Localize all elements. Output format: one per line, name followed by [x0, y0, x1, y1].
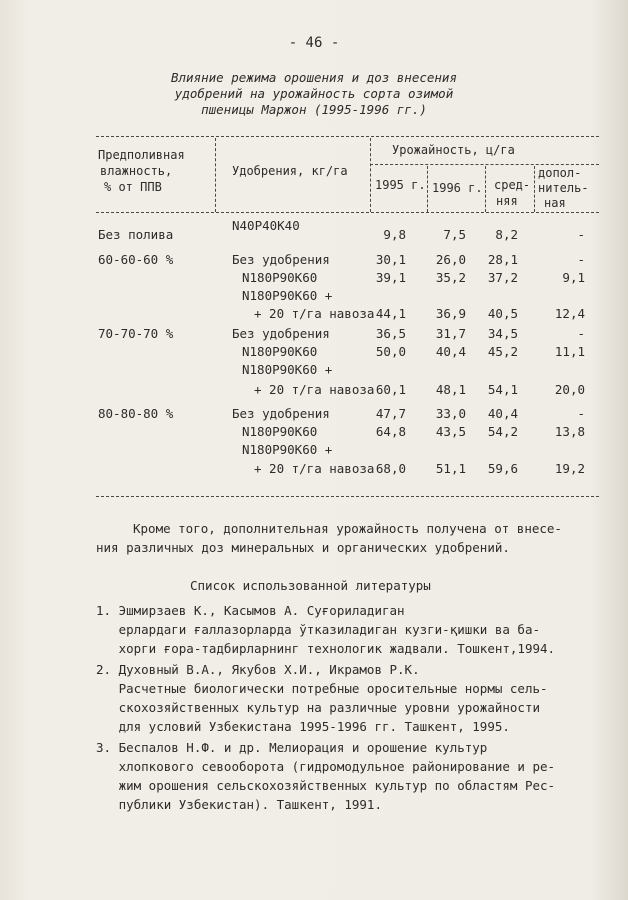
reference-line: публики Узбекистан). Ташкент, 1991.: [96, 797, 382, 812]
cell-yield-1996: 51,1: [435, 461, 466, 476]
cell-fertilizer: Без удобрения: [232, 326, 330, 341]
cell-yield-1995: 47,7: [375, 406, 406, 421]
cell-yield-1996: 7,5: [443, 227, 466, 242]
cell-yield-1996: 33,0: [435, 406, 466, 421]
cell-moisture: 70-70-70 %: [98, 326, 174, 341]
page-number: - 46 -: [288, 35, 340, 51]
cell-yield-extra: 11,1: [554, 344, 585, 359]
cell-fertilizer: Без удобрения: [232, 252, 330, 267]
cell-yield-1996: 40,4: [435, 344, 466, 359]
cell-yield-average: 54,2: [487, 424, 518, 439]
col-divider-5: [534, 166, 535, 212]
reference-line: ерлардаги ғаллазорларда ўтказиладиган кузги-қишки ва ба-: [96, 622, 541, 637]
cell-yield-1996: 48,1: [435, 382, 466, 397]
cell-yield-average: 8,2: [495, 227, 518, 242]
table-caption-line-1: Влияние режима орошения и доз внесения: [171, 70, 457, 85]
cell-yield-1996: 31,7: [435, 326, 466, 341]
table-bottom-rule: [96, 496, 599, 497]
cell-yield-extra: 13,8: [554, 424, 585, 439]
header-moisture-line-2: влажность,: [100, 164, 173, 178]
cell-yield-1995: 9,8: [383, 227, 406, 242]
cell-yield-extra: -: [577, 406, 585, 421]
header-1996: 1996 г.: [432, 181, 483, 195]
cell-moisture: Без полива: [98, 227, 174, 242]
table-top-rule: [96, 136, 599, 137]
reference-line: для условий Узбекистана 1995-1996 гг. Ташкент, 1995.: [96, 719, 510, 734]
cell-yield-extra: -: [577, 252, 585, 267]
cell-yield-1996: 43,5: [435, 424, 466, 439]
cell-yield-extra: 19,2: [554, 461, 585, 476]
cell-yield-extra: 9,1: [562, 270, 585, 285]
cell-fertilizer: N180P90K60: [242, 424, 318, 439]
cell-yield-1995: 30,1: [375, 252, 406, 267]
cell-yield-average: 40,5: [487, 306, 518, 321]
cell-yield-extra: -: [577, 326, 585, 341]
cell-fertilizer: + 20 т/га навоза: [254, 306, 375, 321]
cell-moisture: 60-60-60 %: [98, 252, 174, 267]
col-divider-2: [370, 138, 371, 212]
reference-line: жим орошения сельскохозяйственных культур по областям Рес-: [96, 778, 556, 793]
cell-yield-1995: 64,8: [375, 424, 406, 439]
table-caption-line-2: удобрений на урожайность сорта озимой: [174, 86, 454, 101]
reference-line: 3. Беспалов Н.Ф. и др. Мелиорация и орошение культур: [96, 740, 488, 755]
header-extra-line-1: допол-: [538, 166, 582, 180]
cell-yield-1995: 39,1: [375, 270, 406, 285]
reference-line: хорги ғора-тадбирларнинг технологик жадвали. Тошкент,1994.: [96, 641, 556, 656]
cell-fertilizer: N180P90K60 +: [242, 442, 333, 457]
reference-line: хлопкового севооборота (гидромодульное районирование и ре-: [96, 759, 556, 774]
cell-yield-extra: 20,0: [554, 382, 585, 397]
cell-yield-average: 45,2: [487, 344, 518, 359]
cell-yield-1995: 60,1: [375, 382, 406, 397]
cell-fertilizer: Без удобрения: [232, 406, 330, 421]
cell-yield-extra: 12,4: [554, 306, 585, 321]
header-moisture-line-3: % от ППВ: [104, 180, 162, 194]
table-caption-line-3: пшеницы Маржон (1995-1996 гг.): [201, 102, 427, 117]
reference-line: 1. Эшмирзаев К., Касымов А. Суғориладиган: [96, 603, 405, 618]
cell-fertilizer: + 20 т/га навоза: [254, 461, 375, 476]
reference-line: скохозяйственных культур на различные уровни урожайности: [96, 700, 541, 715]
cell-yield-1996: 26,0: [435, 252, 466, 267]
cell-yield-average: 40,4: [487, 406, 518, 421]
cell-yield-average: 37,2: [487, 270, 518, 285]
header-fertilizer: Удобрения, кг/га: [232, 164, 348, 178]
cell-yield-1995: 50,0: [375, 344, 406, 359]
col-divider-3: [427, 166, 428, 212]
col-divider-1: [215, 138, 216, 212]
header-extra-line-3: ная: [544, 196, 566, 210]
cell-yield-average: 59,6: [487, 461, 518, 476]
header-1995: 1995 г.: [375, 178, 426, 192]
cell-moisture: 80-80-80 %: [98, 406, 174, 421]
cell-fertilizer: + 20 т/га навоза: [254, 382, 375, 397]
cell-fertilizer: N180P90K60: [242, 270, 318, 285]
cell-yield-1996: 35,2: [435, 270, 466, 285]
cell-yield-1995: 68,0: [375, 461, 406, 476]
cell-yield-extra: -: [577, 227, 585, 242]
reference-line: Расчетные биологически потребные оросительные нормы сель-: [96, 681, 548, 696]
cell-fertilizer: N180P90K60 +: [242, 288, 333, 303]
cell-fertilizer: N180P90K60 +: [242, 362, 333, 377]
header-yield: Урожайность, ц/га: [392, 143, 515, 157]
cell-fertilizer: N180P90K60: [242, 344, 318, 359]
cell-yield-1995: 44,1: [375, 306, 406, 321]
header-extra-line-2: нитель-: [538, 181, 589, 195]
fertilizer-label-npk: N40P40K40: [232, 218, 300, 233]
cell-yield-1996: 36,9: [435, 306, 466, 321]
yield-subheader-rule: [370, 164, 599, 165]
cell-yield-average: 34,5: [487, 326, 518, 341]
reference-line: 2. Духовный В.А., Якубов Х.И., Икрамов Р.К.: [96, 662, 420, 677]
paragraph-line-2: ния различных доз минеральных и органических удобрений.: [96, 540, 510, 555]
header-moisture-line-1: Предполивная: [98, 148, 185, 162]
header-average-line-1: сред-: [494, 178, 531, 192]
header-average-line-2: няя: [496, 194, 518, 208]
cell-yield-average: 28,1: [487, 252, 518, 267]
cell-yield-1995: 36,5: [375, 326, 406, 341]
references-title: Список использованной литературы: [190, 578, 431, 593]
cell-yield-average: 54,1: [487, 382, 518, 397]
table-header-rule: [96, 212, 599, 213]
paragraph-line-1: Кроме того, дополнительная урожайность получена от внесе-: [133, 521, 562, 536]
col-divider-4: [485, 166, 486, 212]
